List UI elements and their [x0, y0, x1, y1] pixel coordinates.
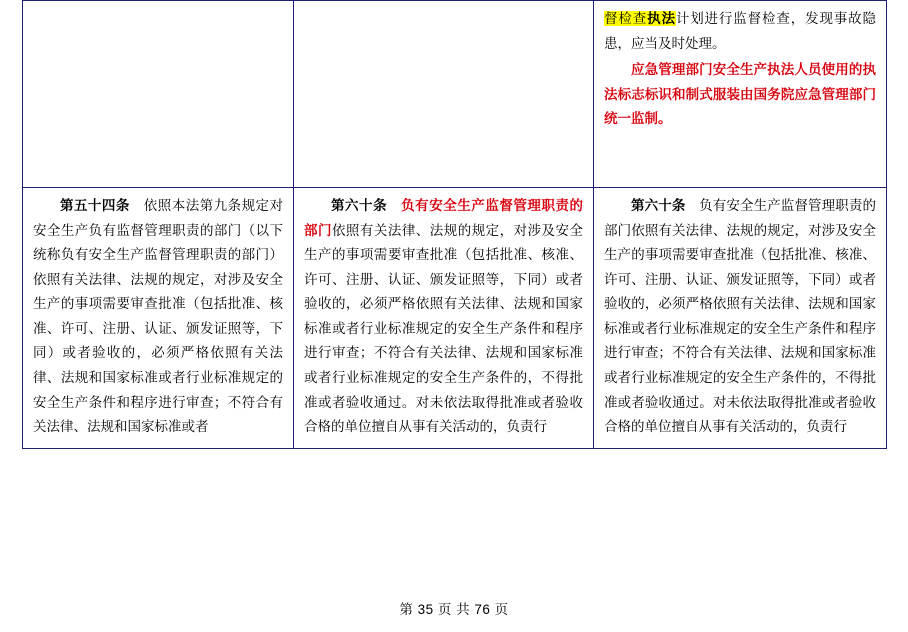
paragraph	[33, 194, 283, 440]
paragraph-text: 依照本法第九条规定对安全生产负有监督管理职责的部门（以下统称负有安全生产监督管理职责的部门）依照有关法律、法规的规定，对涉及安全生产的事项需要审查批准（包括批准、核准、许可、注册、认证、颁发证照等，下同）或者验收的，必须严格依照有关法律、法规和国家标准或者行业标准规定的安全生产条件和程序进行审查；不符合有关法律、法规和国家标准或者	[33, 198, 284, 435]
paragraph-text: 依照有关法律、法规的规定，对涉及安全生产的事项需要审查批准（包括批准、核准、许可、注册、认证、颁发证照等，下同）或者验收的，必须严格依照有关法律、法规和国家标准或者行业标准规定的安全生产条件和程序进行审查；不符合有关法律、法规和国家标准或者行业标准规定的安全生产条件的，不得批准或者验收通过。对未依法取得批准或者验收合格的单位擅自从事有关活动的，负责行	[304, 222, 584, 435]
paragraph-text: 应急管理部门安全生产执法人员使用的执法标志标识和制式服装由国务院应急管理部门统一监制。	[604, 62, 876, 127]
article-number: 第六十条	[631, 198, 686, 213]
cell-article-60-right	[594, 188, 887, 449]
page-footer: 第 35 页 共 76 页	[399, 602, 509, 617]
cell-article-54	[23, 188, 294, 449]
table-row	[23, 188, 887, 449]
paragraph-text: 负有安全生产监督管理职责的部门依照有关法律、法规的规定，对涉及安全生产的事项需要审查批准（包括批准、核准、许可、注册、认证、颁发证照等，下同）或者验收的，必须严格依照有关法律、法规和国家标准或者行业标准规定的安全生产条件和程序进行审查；不符合有关法律、法规和国家标准或者行业标准规定的安全生产条件的，不得批准或者验收通过。对未依法取得批准或者验收合格的单位擅自从事有关活动的，负责行	[604, 198, 877, 435]
article-number: 第五十四条	[60, 198, 130, 213]
paragraph	[604, 7, 876, 56]
highlight-bold-text: 执法	[647, 11, 676, 26]
cell-article-60-middle	[294, 188, 594, 449]
paragraph-red	[604, 58, 876, 132]
article-number: 第六十条	[331, 198, 388, 213]
cell-empty-middle	[294, 1, 594, 188]
revised-text: 负有安全生产监督管理职责的部门	[304, 198, 584, 238]
table-body	[23, 1, 887, 449]
cell-top-right	[594, 1, 887, 188]
highlight-text: 督检查	[604, 11, 648, 26]
cell-empty-left	[23, 1, 294, 188]
paragraph-text: 计划进行监督检查，发现事故隐患，应当及时处理。	[604, 11, 877, 51]
comparison-table	[22, 0, 887, 449]
paragraph	[304, 194, 583, 440]
table-row	[23, 1, 887, 188]
paragraph	[604, 194, 876, 440]
